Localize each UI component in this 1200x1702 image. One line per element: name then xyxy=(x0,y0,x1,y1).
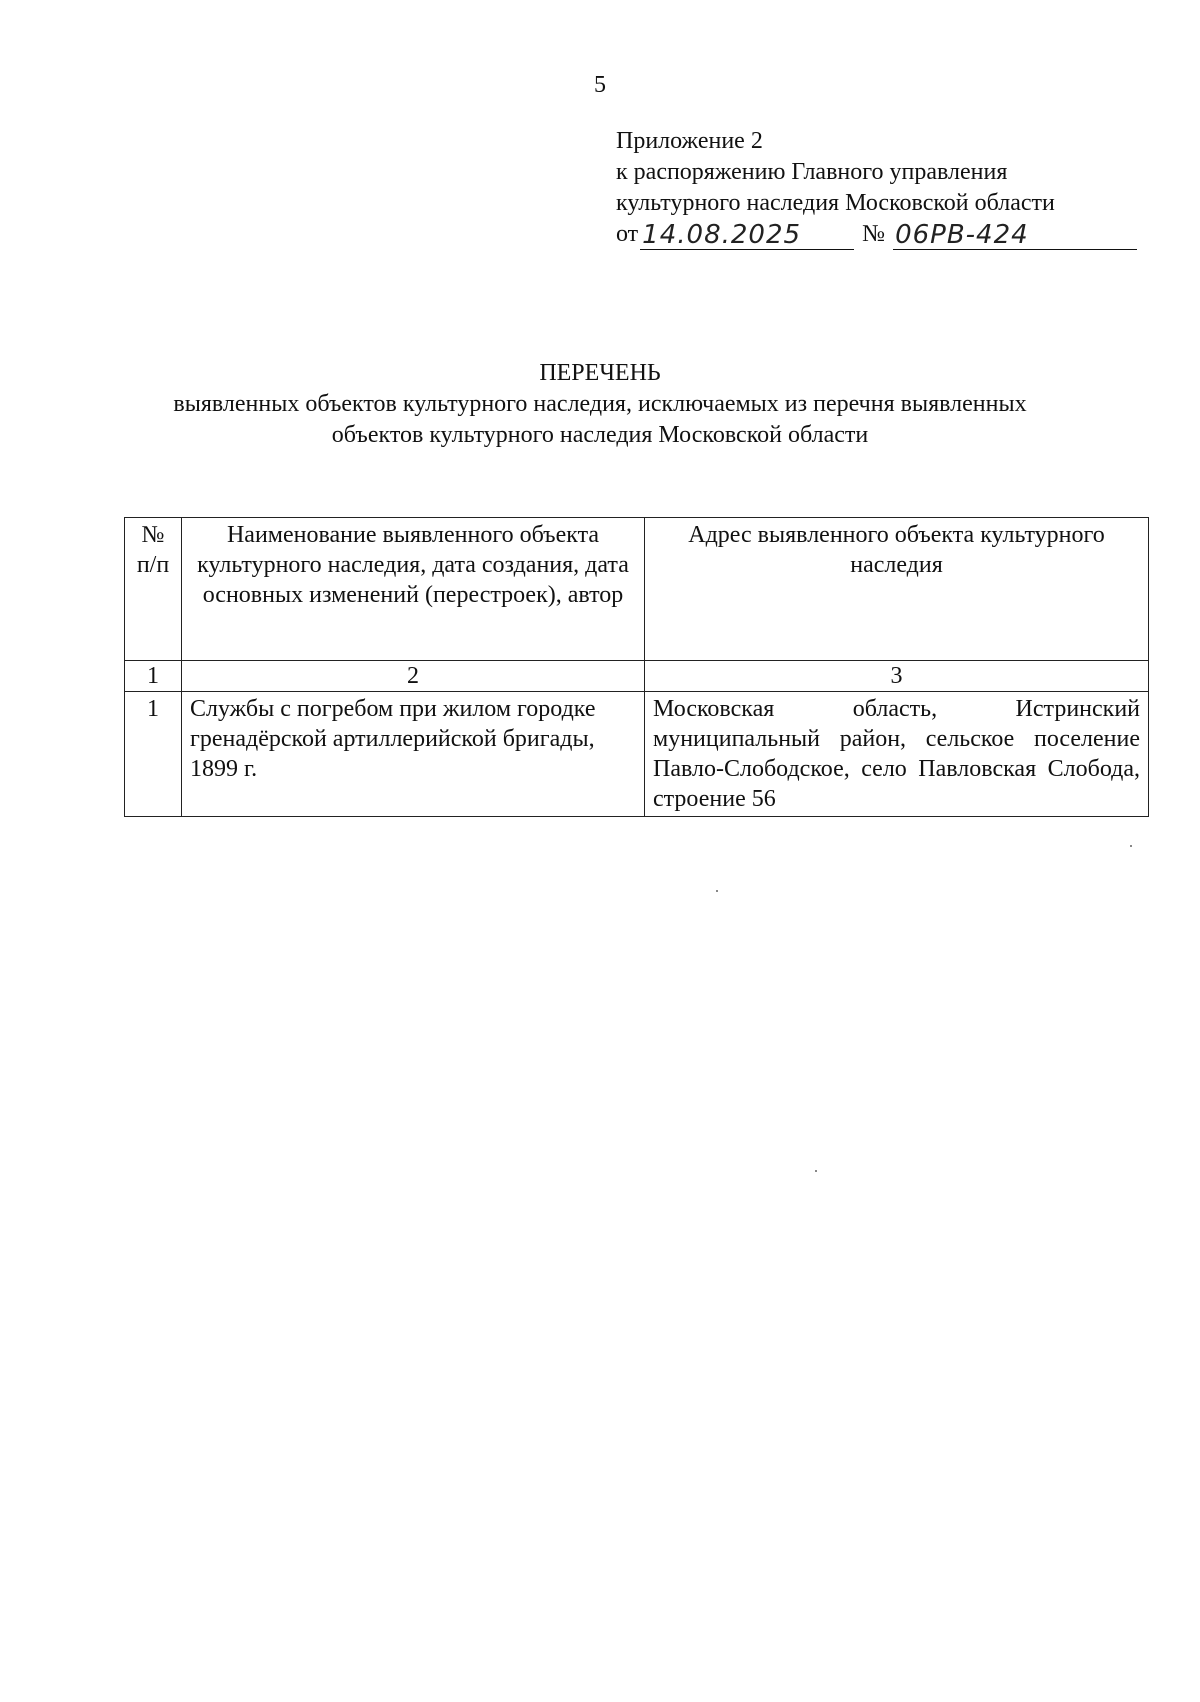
table-row xyxy=(125,692,1149,817)
objects-table xyxy=(124,517,1149,817)
column-number-2: 2 xyxy=(182,661,645,692)
row-num: 1 xyxy=(125,692,182,817)
appendix-title: Приложение 2 xyxy=(616,128,763,154)
table-column-numbers-row xyxy=(125,661,1149,692)
header-address: Адрес выявленного объекта культурного наследия xyxy=(645,518,1149,661)
handwritten-date: 14.08.2025 xyxy=(640,221,854,250)
row-name: Службы с погребом при жилом городке гренадёрской артиллерийской бригады, 1899 г. xyxy=(182,692,645,817)
header-num: № п/п xyxy=(125,518,182,661)
header-name: Наименование выявленного объекта культурного наследия, дата создания, дата основных изменений (перестроек), автор xyxy=(182,518,645,661)
page-number: 5 xyxy=(594,72,606,98)
date-prefix: от xyxy=(616,221,639,247)
handwritten-number: 06РВ-424 xyxy=(893,221,1137,250)
appendix-date-number-line xyxy=(616,219,1146,250)
appendix-reference: к распоряжению Главного управления xyxy=(616,159,1008,185)
column-number-3: 3 xyxy=(645,661,1149,692)
appendix-authority: культурного наследия Московской области xyxy=(616,190,1055,216)
table-header-row xyxy=(125,518,1149,661)
title-line-1: выявленных объектов культурного наследия, исключаемых из перечня выявленных xyxy=(173,391,1027,417)
title-line-2: объектов культурного наследия Московской области xyxy=(331,422,869,448)
column-number-1: 1 xyxy=(125,661,182,692)
appendix-block xyxy=(616,126,1146,250)
number-prefix: № xyxy=(862,221,886,247)
row-address: Московская область, Истринский муниципальный район, сельское поселение Павло-Слободское, село Павловская Слобода, строение 56 xyxy=(645,692,1149,817)
title-heading: ПЕРЕЧЕНЬ xyxy=(539,360,661,386)
document-title xyxy=(0,358,1200,451)
